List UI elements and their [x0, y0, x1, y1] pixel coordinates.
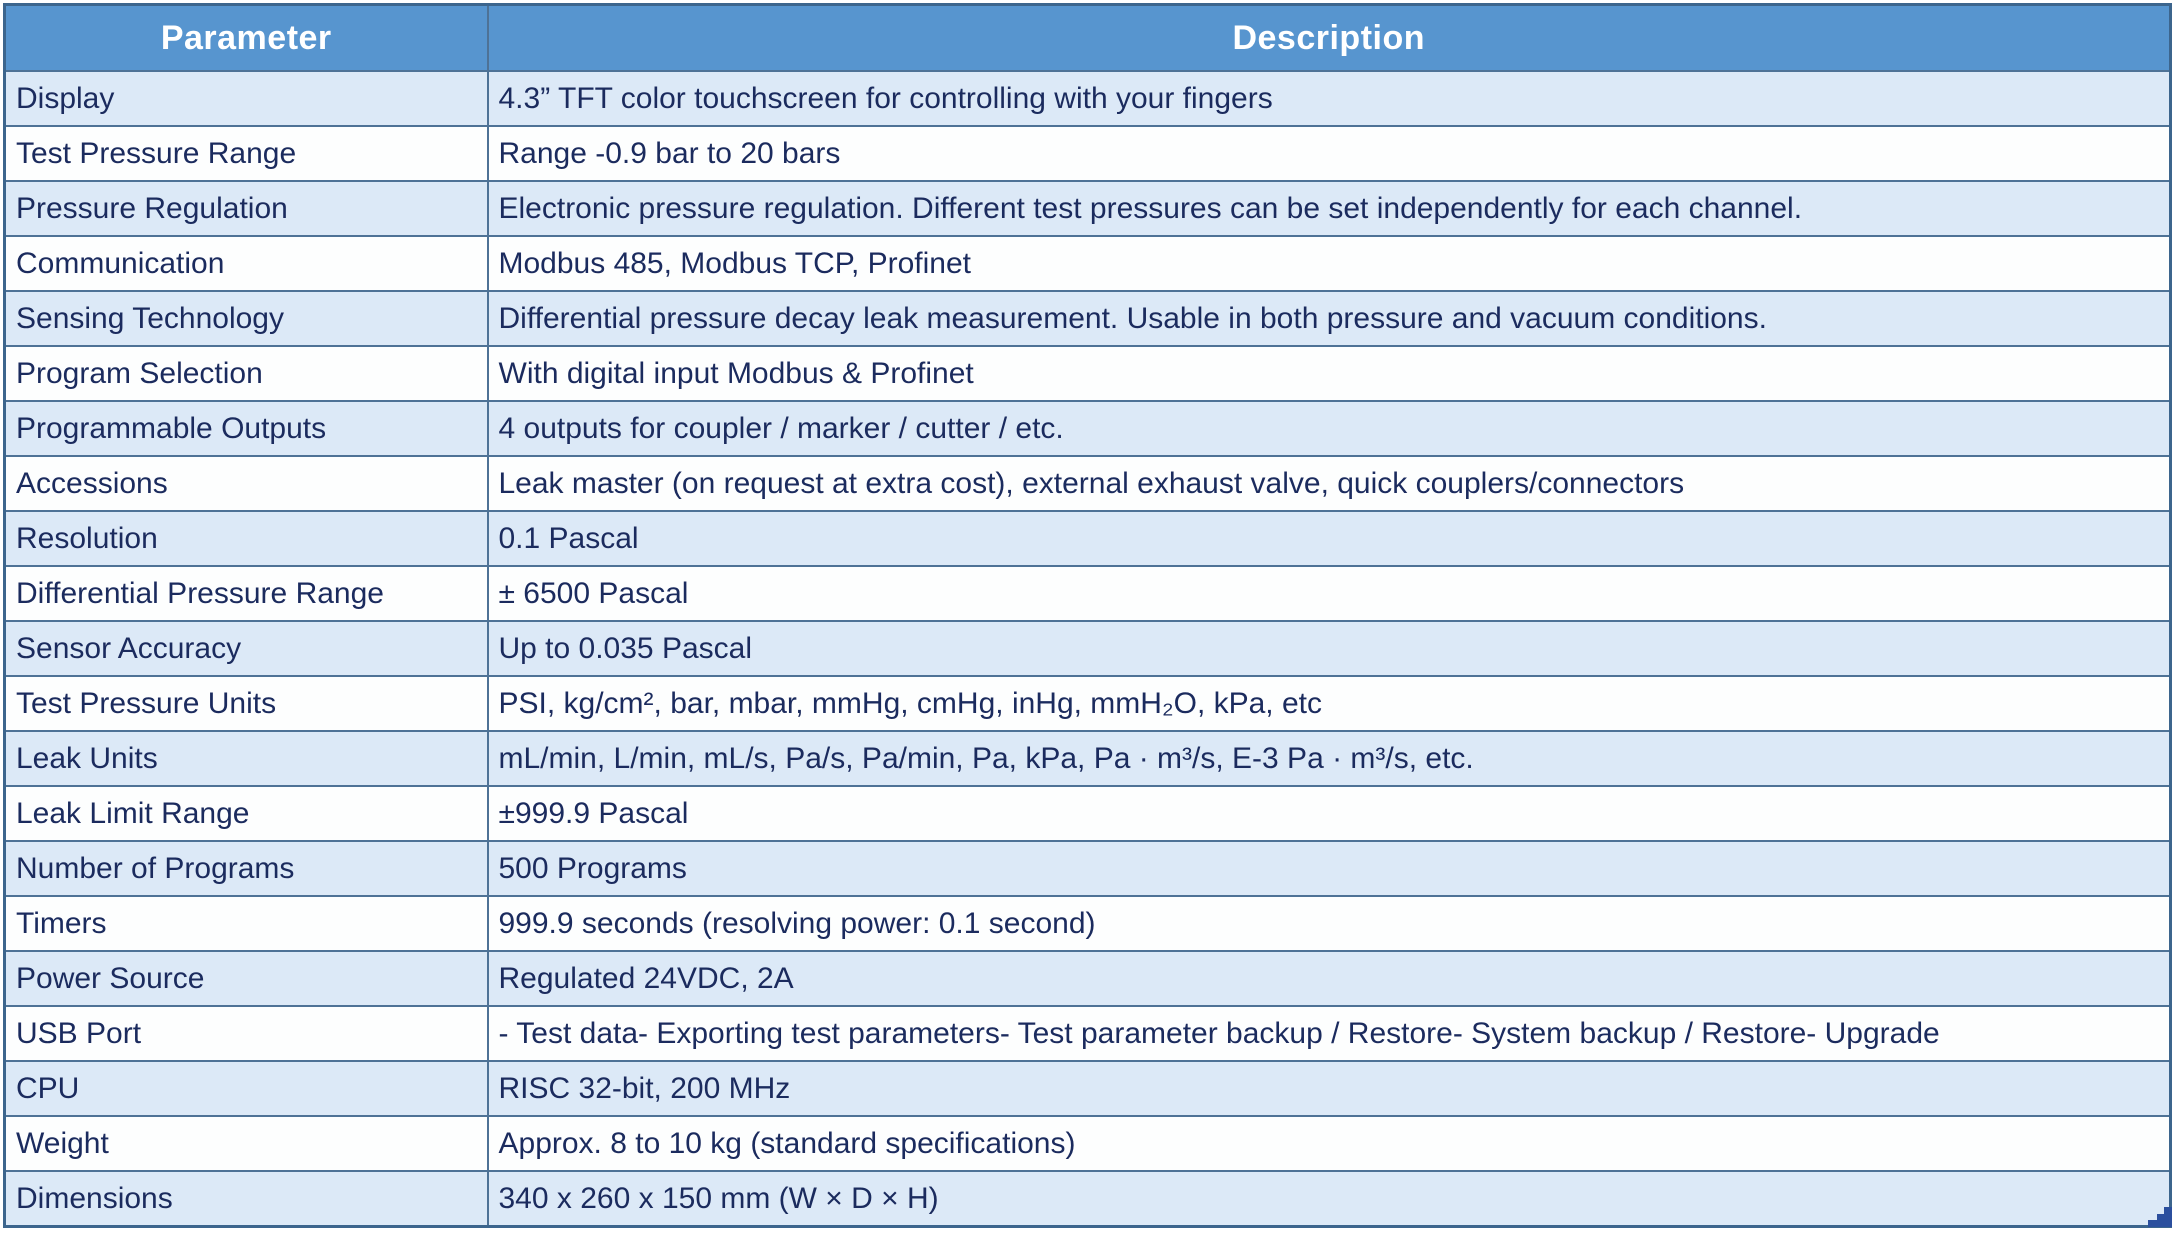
description-cell: PSI, kg/cm², bar, mbar, mmHg, cmHg, inHg, mmH₂O, kPa, etc [488, 676, 2171, 731]
table-row [5, 346, 2171, 401]
parameter-cell: Communication [5, 236, 488, 291]
parameter-cell: Weight [5, 1116, 488, 1171]
description-cell: ± 6500 Pascal [488, 566, 2171, 621]
table-row [5, 511, 2171, 566]
description-cell: With digital input Modbus & Profinet [488, 346, 2171, 401]
parameter-cell: Programmable Outputs [5, 401, 488, 456]
spec-table-container [3, 3, 2172, 1228]
description-cell: 999.9 seconds (resolving power: 0.1 second) [488, 896, 2171, 951]
table-row [5, 456, 2171, 511]
table-row [5, 1061, 2171, 1116]
table-row [5, 126, 2171, 181]
table-row [5, 621, 2171, 676]
table-row [5, 1006, 2171, 1061]
header-row [5, 5, 2171, 72]
table-body [5, 71, 2171, 1227]
parameter-cell: Differential Pressure Range [5, 566, 488, 621]
table-row [5, 236, 2171, 291]
description-cell: 340 x 260 x 150 mm (W × D × H) [488, 1171, 2171, 1227]
description-cell: Modbus 485, Modbus TCP, Profinet [488, 236, 2171, 291]
table-row [5, 676, 2171, 731]
parameter-cell: Accessions [5, 456, 488, 511]
table-row [5, 1116, 2171, 1171]
parameter-cell: Program Selection [5, 346, 488, 401]
parameter-cell: Test Pressure Range [5, 126, 488, 181]
description-cell: Up to 0.035 Pascal [488, 621, 2171, 676]
description-cell: mL/min, L/min, mL/s, Pa/s, Pa/min, Pa, kPa, Pa · m³/s, E-3 Pa · m³/s, etc. [488, 731, 2171, 786]
parameter-cell: Resolution [5, 511, 488, 566]
parameter-cell: Display [5, 71, 488, 126]
table-row [5, 291, 2171, 346]
description-cell: 4.3” TFT color touchscreen for controlling with your fingers [488, 71, 2171, 126]
table-row [5, 951, 2171, 1006]
table-row [5, 566, 2171, 621]
parameter-cell: Leak Units [5, 731, 488, 786]
description-cell: Regulated 24VDC, 2A [488, 951, 2171, 1006]
description-cell: 0.1 Pascal [488, 511, 2171, 566]
parameter-cell: Timers [5, 896, 488, 951]
description-cell: Leak master (on request at extra cost), external exhaust valve, quick couplers/connectors [488, 456, 2171, 511]
parameter-cell: Power Source [5, 951, 488, 1006]
description-cell: ±999.9 Pascal [488, 786, 2171, 841]
table-row [5, 181, 2171, 236]
table-header [5, 5, 2171, 72]
description-cell: Range -0.9 bar to 20 bars [488, 126, 2171, 181]
table-row [5, 786, 2171, 841]
table-row [5, 1171, 2171, 1227]
parameter-cell: CPU [5, 1061, 488, 1116]
parameter-cell: Leak Limit Range [5, 786, 488, 841]
parameter-cell: Sensor Accuracy [5, 621, 488, 676]
parameter-cell: Pressure Regulation [5, 181, 488, 236]
table-row [5, 731, 2171, 786]
column-header-description: Description [488, 5, 2171, 72]
table-row [5, 841, 2171, 896]
column-header-parameter: Parameter [5, 5, 488, 72]
table-row [5, 401, 2171, 456]
description-cell: Electronic pressure regulation. Different test pressures can be set independently for each channel. [488, 181, 2171, 236]
table-row [5, 896, 2171, 951]
description-cell: 4 outputs for coupler / marker / cutter / etc. [488, 401, 2171, 456]
description-cell: RISC 32-bit, 200 MHz [488, 1061, 2171, 1116]
spec-table [3, 3, 2172, 1228]
parameter-cell: Test Pressure Units [5, 676, 488, 731]
parameter-cell: USB Port [5, 1006, 488, 1061]
description-cell: Differential pressure decay leak measurement. Usable in both pressure and vacuum conditions. [488, 291, 2171, 346]
parameter-cell: Number of Programs [5, 841, 488, 896]
description-cell: Approx. 8 to 10 kg (standard specifications) [488, 1116, 2171, 1171]
description-cell: 500 Programs [488, 841, 2171, 896]
parameter-cell: Dimensions [5, 1171, 488, 1227]
corner-resize-mark [2148, 1207, 2172, 1227]
description-cell: - Test data- Exporting test parameters- Test parameter backup / Restore- System backup / Restore- Upgrade [488, 1006, 2171, 1061]
parameter-cell: Sensing Technology [5, 291, 488, 346]
table-row [5, 71, 2171, 126]
